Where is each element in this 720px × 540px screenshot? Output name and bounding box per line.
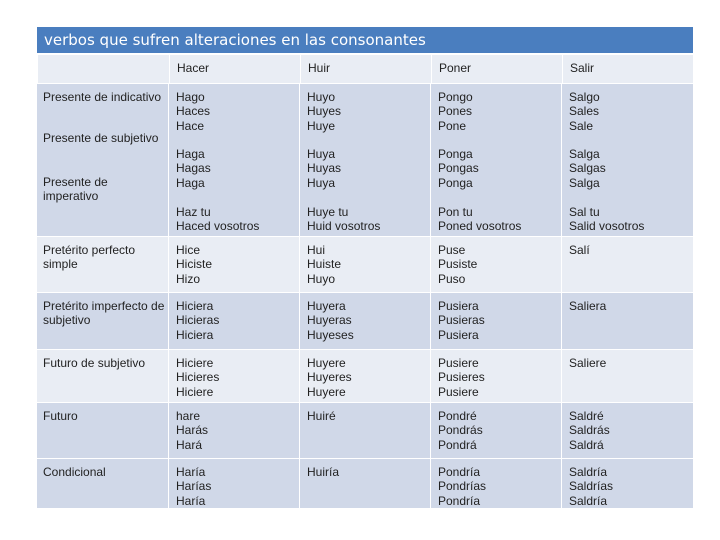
cell-huir: Hui Huiste Huyo: [299, 237, 430, 292]
group-col-hacer: [168, 84, 299, 236]
cell-salir: Salí: [561, 237, 693, 292]
cell-huir: Huyera Huyeras Huyeses: [299, 293, 430, 349]
row-label: Futuro: [43, 409, 78, 423]
cell-huir: Huyere Huyeres Huyere: [299, 350, 430, 402]
cell-poner: Pondría Pondrías Pondría: [430, 459, 561, 508]
presente-subjetivo-poner: Ponga Pongas Ponga: [438, 147, 479, 190]
label-presente-imperativo: Presente de imperativo: [43, 175, 108, 204]
cell-salir: Saliera: [561, 293, 693, 349]
cell-hacer: Hiciere Hicieres Hiciere: [168, 350, 299, 402]
label-presente-subjetivo: Presente de subjetivo: [43, 131, 159, 145]
presente-subjetivo-salir: Salga Salgas Salga: [569, 147, 606, 190]
presente-imperativo-salir: Sal tu Salid vosotros: [569, 205, 645, 234]
cell-salir: Saldría Saldrías Saldría: [561, 459, 693, 508]
presente-imperativo-huir: Huye tu Huid vosotros: [307, 205, 381, 234]
cell-hacer: Haría Harías Haría: [168, 459, 299, 508]
presente-imperativo-hacer: Haz tu Haced vosotros: [176, 205, 260, 234]
cell-poner: Pondré Pondrás Pondrá: [430, 403, 561, 458]
cell-huir: Huiría: [299, 459, 430, 508]
header-salir: Salir: [562, 55, 694, 83]
present-group: [37, 84, 693, 236]
row-label: Pretérito imperfecto de subjetivo: [43, 299, 165, 328]
presente-indicativo-hacer: Hago Haces Hace: [176, 90, 211, 133]
table-row-futuro-subjetivo: [37, 350, 693, 402]
header-hacer: Hacer: [169, 55, 300, 83]
group-col-huir: [299, 84, 430, 236]
presente-imperativo-poner: Pon tu Poned vosotros: [438, 205, 522, 234]
header-empty-cell: [38, 55, 169, 83]
cell-poner: Puse Pusiste Puso: [430, 237, 561, 292]
cell-hacer: hare Harás Hará: [168, 403, 299, 458]
header-huir: Huir: [300, 55, 431, 83]
presente-indicativo-huir: Huyo Huyes Huye: [307, 90, 342, 133]
cell-poner: Pusiere Pusieres Pusiere: [430, 350, 561, 402]
group-col-salir: [561, 84, 693, 236]
cell-hacer: Hice Hiciste Hizo: [168, 237, 299, 292]
cell-huir: Huiré: [299, 403, 430, 458]
presente-subjetivo-hacer: Haga Hagas Haga: [176, 147, 211, 190]
label-presente-indicativo: Presente de indicativo: [43, 90, 162, 104]
group-col-poner: [430, 84, 561, 236]
table-row-preterito-imperfecto: [37, 293, 693, 349]
table-row-condicional: [37, 459, 693, 508]
table-title: verbos que sufren alteraciones en las consonantes: [37, 27, 693, 53]
row-label: Pretérito perfecto simple: [43, 243, 136, 272]
cell-poner: Pusiera Pusieras Pusiera: [430, 293, 561, 349]
cell-salir: Saldré Saldrás Saldrá: [561, 403, 693, 458]
presente-indicativo-salir: Salgo Sales Sale: [569, 90, 600, 133]
header-poner: Poner: [431, 55, 562, 83]
cell-hacer: Hiciera Hicieras Hiciera: [168, 293, 299, 349]
row-label: Condicional: [43, 465, 106, 479]
table-row-preterito-perfecto: [37, 237, 693, 292]
presente-indicativo-poner: Pongo Pones Pone: [438, 90, 473, 133]
presente-subjetivo-huir: Huya Huyas Huya: [307, 147, 342, 190]
table-row-futuro: [37, 403, 693, 458]
table-header-row: [37, 55, 693, 83]
row-label: Futuro de subjetivo: [43, 356, 146, 370]
cell-salir: Saliere: [561, 350, 693, 402]
